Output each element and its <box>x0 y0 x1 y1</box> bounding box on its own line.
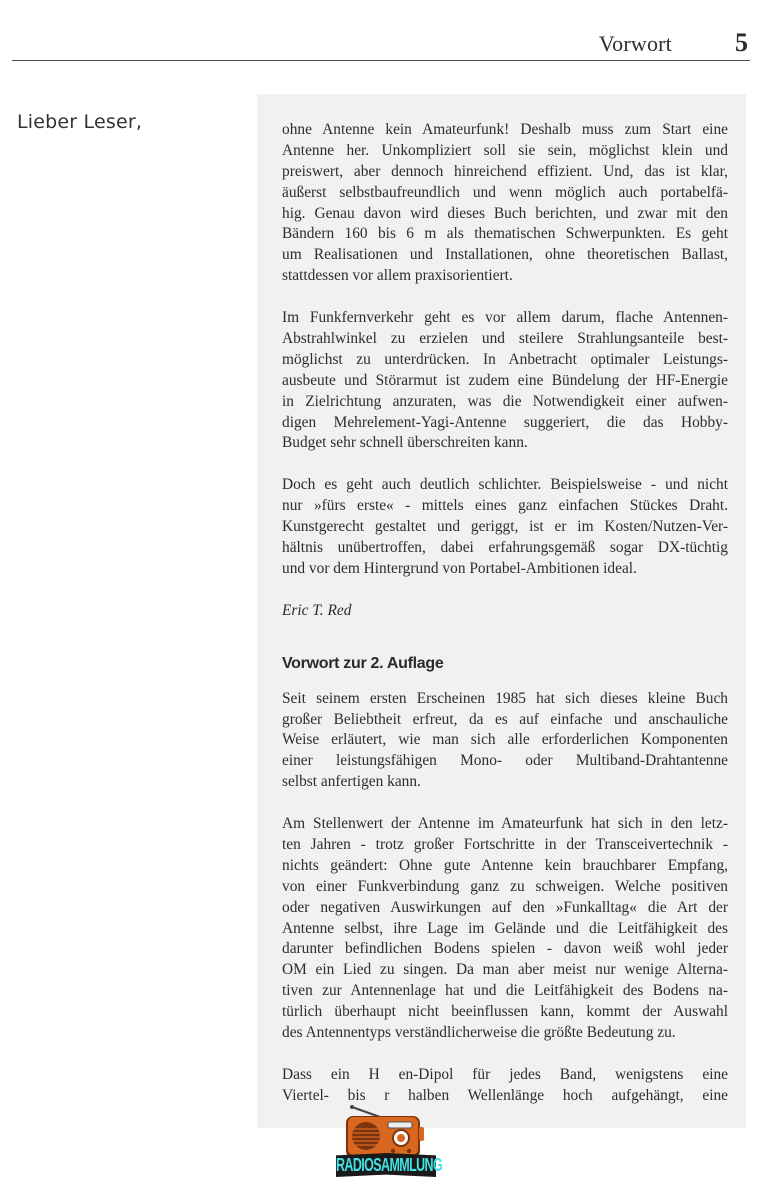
running-header <box>12 28 750 61</box>
text-line: Abstrahlwinkel zu erzielen und steilere Strahlungsanteile best- <box>282 330 728 348</box>
text-line: Antenne selbst, ihre Lage im Gelände und die Leitfähigkeit des <box>282 919 728 937</box>
text-line: Dass ein H en-Dipol für jedes Band, wenigstens eine <box>282 1065 728 1083</box>
paragraph <box>282 120 728 287</box>
paragraph <box>282 814 728 1044</box>
text-line: ausbeute und Störarmut ist zudem eine Bündelung der HF-Energie <box>282 371 728 389</box>
paragraph <box>282 1065 728 1107</box>
text-line: selbst anfertigen kann. <box>282 773 421 791</box>
text-line: Viertel- bis r halben Wellenlänge hoch aufgehängt, eine <box>282 1086 728 1104</box>
text-line: in Zielrichtung anzuraten, was die Notwendigkeit einer aufwen- <box>282 392 728 410</box>
text-line: hig. Genau davon wird dieses Buch berichten, und zwar mit den <box>282 204 728 222</box>
text-line: Bändern 160 bis 6 m als thematischen Schwerpunkten. Es geht <box>282 225 728 243</box>
section-heading: Vorwort zur 2. Auflage <box>282 654 444 672</box>
radio-icon <box>336 1103 436 1159</box>
text-line: türlich überhaupt nicht beeinflussen kann, kommt der Auswahl <box>282 1003 728 1021</box>
text-line: um Realisationen und Installationen, ohne theoretischen Ballast, <box>282 246 728 264</box>
text-line: hältnis unübertroffen, dabei erfahrungsgemäß sogar DX-tüchtig <box>282 539 728 557</box>
running-header-title: Vorwort <box>598 31 672 56</box>
text-line: Kunstgerecht gestaltet und geriggt, ist er im Kosten/Nutzen-Ver- <box>282 518 728 536</box>
text-line: OM ein Lied zu singen. Da man aber meist nur wenige Alterna- <box>282 961 728 979</box>
paragraph <box>282 475 728 579</box>
text-line: nichts geändert: Ohne gute Antenne kein brauchbarer Empfang, <box>282 856 728 874</box>
text-line: des Antennentyps verständlicherweise die größte Bedeutung zu. <box>282 1023 676 1041</box>
text-line: möglichst zu unterdrücken. In Anbetracht optimaler Leistungs- <box>282 350 728 368</box>
text-line: preiswert, aber dennoch hinreichend effizient. Und, das ist klar, <box>282 162 728 180</box>
text-line: digen Mehrelement-Yagi-Antenne suggeriert, die das Hobby- <box>282 413 728 431</box>
text-line: Antenne her. Unkompliziert soll sie sein, möglichst klein und <box>282 141 728 159</box>
text-line: darunter befindlichen Bodens spielen - davon weiß wohl jeder <box>282 940 728 958</box>
text-line: Budget sehr schnell überschreiten kann. <box>282 434 528 452</box>
text-line: und vor dem Hintergrund von Portabel-Ambitionen ideal. <box>282 559 637 577</box>
text-line: ohne Antenne kein Amateurfunk! Deshalb muss zum Start eine <box>282 121 728 138</box>
text-line: Im Funkfernverkehr geht es vor allem darum, flache Antennen- <box>282 309 728 327</box>
paragraph <box>282 308 728 454</box>
text-line: von einer Funkverbindung ganz zu schweigen. Welche positiven <box>282 877 728 895</box>
text-line: Am Stellenwert der Antenne im Amateurfunk hat sich in den letz- <box>282 815 728 833</box>
watermark-text: RADIOSAMMLUNG <box>336 1155 443 1176</box>
second-edition-section <box>282 689 728 1107</box>
preface-section <box>282 120 728 580</box>
radiosammlung-watermark <box>336 1103 443 1179</box>
paragraph <box>282 689 728 793</box>
page-number: 5 <box>735 28 748 57</box>
author-signature: Eric T. Red <box>282 601 352 619</box>
text-line: Weise erläutert, wie man sich alle erforderlichen Komponenten <box>282 731 728 749</box>
text-line: tiven zur Antennenlage hat und die Leitfähigkeit des Bodens na- <box>282 982 728 1000</box>
text-line: einer leistungsfähigen Mono- oder Multiband-Drahtantenne <box>282 752 728 770</box>
text-line: nur »fürs erste« - mittels eines ganz einfachen Stückes Draht. <box>282 497 728 515</box>
text-line: ten Jahren - trotz großer Fortschritte in der Transceivertechnik - <box>282 835 728 853</box>
salutation: Lieber Leser, <box>17 111 143 133</box>
text-line: Seit seinem ersten Erscheinen 1985 hat sich dieses kleine Buch <box>282 689 728 707</box>
text-line: großer Beliebtheit erfreut, da es auf einfache und anschauliche <box>282 710 728 728</box>
text-line: äußerst selbstbaufreundlich und wenn möglich auch portabelfä- <box>282 183 728 201</box>
body-column <box>282 120 728 1128</box>
text-line: oder negativen Auswirkungen auf den »Funkalltag« die Art der <box>282 898 728 916</box>
text-line: stattdessen vor allem praxisorientiert. <box>282 267 513 285</box>
text-line: Doch es geht auch deutlich schlichter. Beispielsweise - und nicht <box>282 476 728 494</box>
